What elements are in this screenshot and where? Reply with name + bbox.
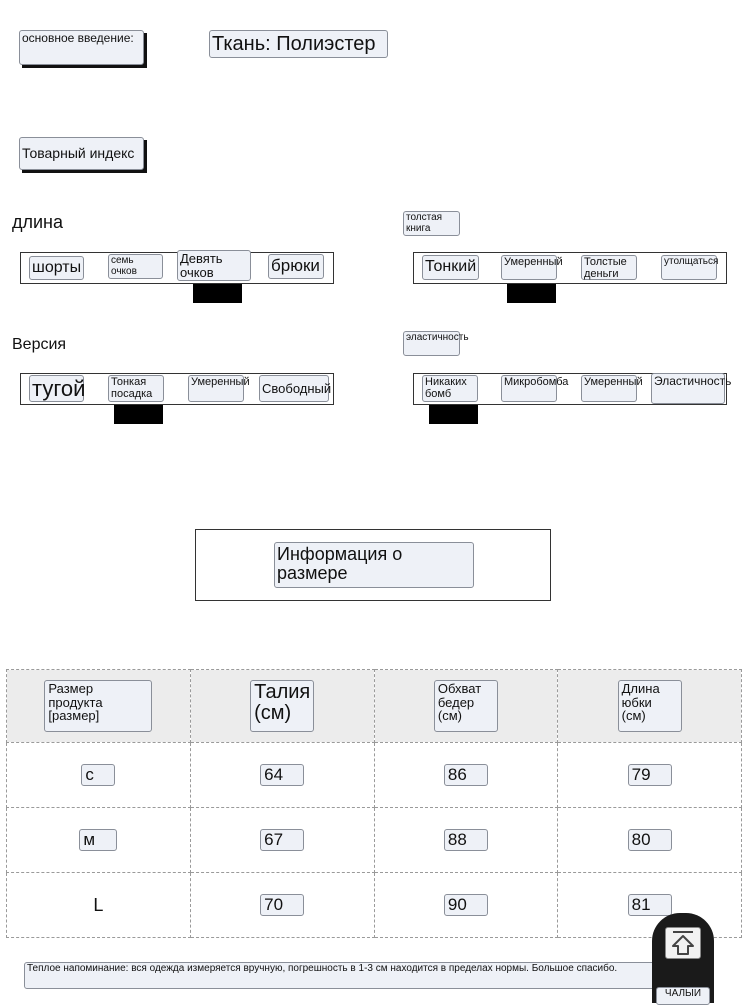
header-waist: Талия (см) [250,680,314,732]
table-cell [7,873,191,938]
row-hips: 88 [444,829,488,851]
header-hips: Обхват бедер (см) [434,680,498,732]
version-title: Версия [12,336,67,353]
thickness-option-moderate[interactable]: Умеренный [501,255,557,280]
elasticity-selected-marker [429,405,478,424]
row-size: м [79,829,117,851]
row-hips: 90 [444,894,488,916]
elasticity-title: эластичность [403,331,460,356]
table-row [7,808,742,873]
length-title: длина [12,212,64,232]
product-index-label: Товарный индекс [19,137,144,170]
length-selected-marker [193,284,242,303]
header-cell [558,670,742,743]
thickness-title: толстая книга [403,211,460,236]
elasticity-option-micro[interactable]: Микробомба [501,375,557,402]
table-cell [7,808,191,873]
reminder-text: Теплое напоминание: вся одежда измеряется вручную, погрешность в 1-3 см находится в пределах нормы. Большое спасибо. [24,962,657,989]
elasticity-option-none[interactable]: Никаких бомб [422,375,478,402]
arrow-up-icon-svg [666,928,700,958]
header-cell [374,670,558,743]
table-cell [374,873,558,938]
header-cell [190,670,374,743]
header-size: Размер продукта [размер] [44,680,152,732]
bottom-button-label[interactable]: ЧАЛЫИ [656,987,710,1005]
version-option-slim[interactable]: Тонкая посадка [108,375,164,402]
size-info-title: Информация о размере [274,542,474,588]
version-option-tight[interactable]: тугой [29,375,84,402]
scroll-top-button[interactable] [652,913,714,1003]
table-cell [190,743,374,808]
row-waist: 64 [260,764,304,786]
row-hips: 86 [444,764,488,786]
row-size: с [81,764,115,786]
table-cell [558,743,742,808]
size-table [6,669,742,938]
version-option-loose[interactable]: Свободный [259,375,329,402]
table-cell [374,743,558,808]
row-length: 79 [628,764,672,786]
size-table-header-row [7,670,742,743]
table-cell [558,808,742,873]
table-cell [190,873,374,938]
length-option-pants[interactable]: брюки [268,254,324,279]
table-row [7,873,742,938]
table-cell [374,808,558,873]
elasticity-option-elastic[interactable]: Эластичность [651,373,725,404]
length-option-nine[interactable]: Девять очков [177,250,251,281]
thickness-selected-marker [507,284,556,303]
table-row [7,743,742,808]
header-skirt-length: Длина юбки (см) [618,680,682,732]
length-option-shorts[interactable]: шорты [29,256,84,280]
intro-label: основное введение: [19,30,144,65]
version-option-moderate[interactable]: Умеренный [188,375,244,402]
row-length: 80 [628,829,672,851]
length-option-seven[interactable]: семь очков [108,254,163,279]
table-cell [558,873,742,938]
arrow-up-icon [665,927,701,959]
row-waist: 67 [260,829,304,851]
table-cell [7,743,191,808]
fabric-text: Ткань: Полиэстер [209,30,388,58]
row-waist: 70 [260,894,304,916]
elasticity-option-moderate[interactable]: Умеренный [581,375,637,402]
row-length: 81 [628,894,672,916]
thickness-option-thick[interactable]: Толстые деньги [581,255,637,280]
row-size: L [93,894,104,915]
thickness-option-thicken[interactable]: утолщаться [661,255,717,280]
header-cell [7,670,191,743]
version-selected-marker [114,405,163,424]
table-cell [190,808,374,873]
thickness-option-thin[interactable]: Тонкий [422,255,479,280]
